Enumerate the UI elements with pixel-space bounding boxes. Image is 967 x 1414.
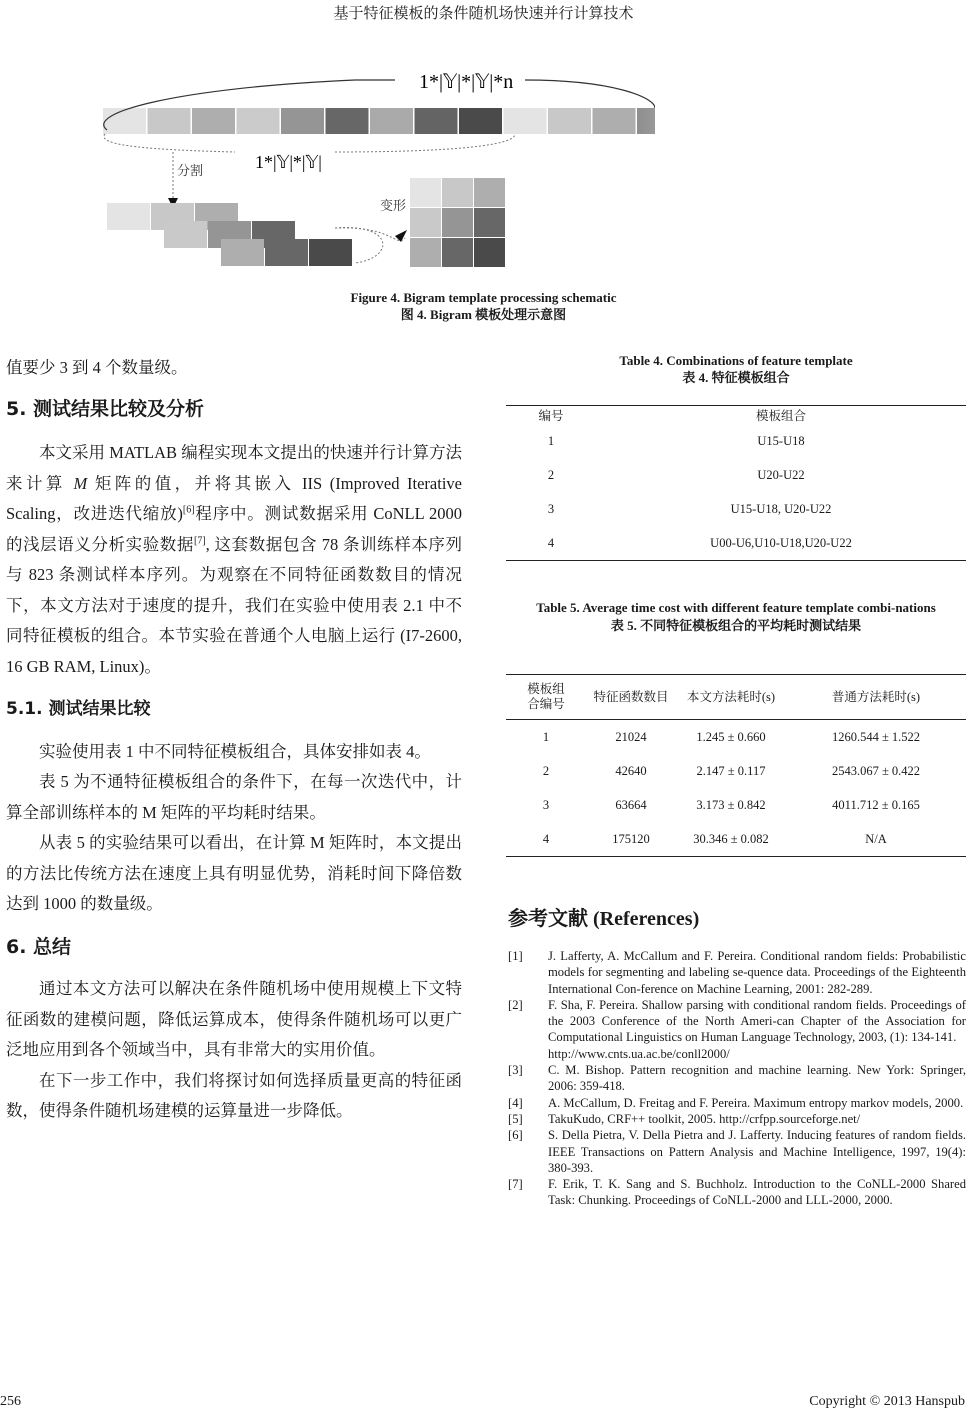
references-heading: 参考文献 (References) <box>508 906 700 930</box>
table-cell: 2543.067 ± 0.422 <box>831 763 921 778</box>
split-label: 分割 <box>177 164 204 179</box>
bottom-arc-right <box>335 134 515 152</box>
reference-number: [5] <box>508 1111 523 1126</box>
figure-caption-cn: 图 4. Bigram 模板处理示意图 <box>400 307 567 322</box>
grid-cell <box>474 178 505 207</box>
table-cell: 1260.544 ± 1.522 <box>831 729 921 744</box>
column-header: 模板组合 <box>755 409 806 423</box>
table-cell: 21024 <box>615 729 647 744</box>
grid-cell <box>442 178 473 207</box>
grid-cell <box>474 238 505 267</box>
table-row <box>506 492 966 526</box>
table-cell: 3 <box>542 797 550 812</box>
table-row <box>506 424 966 458</box>
table-cell: 3.173 ± 0.842 <box>696 797 766 812</box>
reference-item <box>508 1176 966 1209</box>
copyright: Copyright © 2013 Hanspub <box>809 1394 965 1409</box>
top-arc-right <box>525 80 655 108</box>
table-cell: U20-U22 <box>757 467 805 482</box>
reference-item <box>508 948 966 997</box>
table-cell: 42640 <box>615 763 647 778</box>
figure-4-schematic <box>95 58 655 278</box>
table-cell: 63664 <box>615 797 647 812</box>
table-cell: U15-U18 <box>757 433 805 448</box>
reference-number: [6] <box>508 1128 523 1143</box>
sequence-cell <box>504 108 547 134</box>
table-cell: 175120 <box>612 831 650 846</box>
reference-text: S. Della Pietra, V. Della Pietra and J. Lafferty. Inducing features of random fields. IEEE Transactions on Pattern Analysis and Machine Intelligence, 1997, 19(4): 380-393. <box>548 1128 966 1175</box>
table-cell: U15-U18, U20-U22 <box>730 501 832 516</box>
reference-item <box>508 1127 966 1176</box>
intro-line: 值要少 3 到 4 个数量级。 <box>6 358 188 377</box>
reference-item <box>508 997 966 1062</box>
figure-caption <box>0 289 967 323</box>
table-row <box>506 822 966 856</box>
table-cell: 2 <box>547 467 555 482</box>
table-cell: 4 <box>547 535 555 550</box>
table-row <box>506 788 966 822</box>
reference-item <box>508 1062 966 1095</box>
citation-6[interactable]: [6] <box>182 504 195 516</box>
reference-number: [4] <box>508 1095 523 1110</box>
column-header: 本文方法耗时(s) <box>686 689 776 704</box>
reference-number: [7] <box>508 1177 523 1192</box>
section-5-heading: 5. 测试结果比较及分析 <box>6 397 205 420</box>
table-5-caption-cn: 表 5. 不同特征模板组合的平均耗时测试结果 <box>610 618 862 633</box>
page-number: 256 <box>0 1394 21 1409</box>
transform-label: 变形 <box>380 199 407 214</box>
reference-text: A. McCallum, D. Freitag and F. Pereira. Maximum entropy markov models, 2000. <box>548 1095 964 1110</box>
table-4-caption <box>506 352 966 386</box>
reference-text: J. Lafferty, A. McCallum and F. Pereira. Conditional random fields: Probabilistic models for segmenting and labeling se-quence data. Proceedings of the Eighteenth International Con-ference on Machine Learning, 2001: 282-289. <box>548 949 966 996</box>
reference-text: C. M. Bishop. Pattern recognition and machine learning. New York: Springer, 2006: 359-418. <box>548 1063 966 1094</box>
reference-text: F. Erik, T. K. Sang and S. Buchholz. Introduction to the CoNLL-2000 Shared Task: Chunking. Proceedings of CoNLL-2000 and LLL-2000, 2000. <box>548 1177 966 1208</box>
column-header: 特征函数数目 <box>593 689 669 704</box>
table-5-caption <box>506 600 966 634</box>
section-5-1-heading: 5.1. 测试结果比较 <box>6 699 151 719</box>
split-block-cell <box>309 239 352 266</box>
sequence-cell <box>370 108 413 134</box>
grid-cell <box>410 238 441 267</box>
sequence-cell <box>415 108 458 134</box>
table-row <box>506 720 966 755</box>
sequence-cell <box>548 108 591 134</box>
table-header-row <box>506 406 966 424</box>
sequence-strip <box>103 108 655 134</box>
reference-number: [3] <box>508 1063 523 1078</box>
split-blocks <box>107 203 352 266</box>
column-header: 编号 <box>538 409 564 423</box>
table-4-caption-cn: 表 4. 特征模板组合 <box>682 370 790 385</box>
table-cell: 4 <box>542 831 550 846</box>
paragraph-6: 在下一步工作中，我们将探讨如何选择质量更高的特征函数，使得条件随机场建模的运算量进一步降低。 <box>6 1070 462 1120</box>
table-cell: 30.346 ± 0.082 <box>693 831 769 846</box>
sequence-cell <box>103 108 146 134</box>
left-column <box>6 353 462 1127</box>
split-block-cell <box>265 239 308 266</box>
table-row <box>506 526 966 560</box>
sequence-cell <box>459 108 502 134</box>
table-cell: 4011.712 ± 0.165 <box>832 797 920 812</box>
reference-item <box>508 1095 966 1111</box>
reference-text: TakuKudo, CRF++ toolkit, 2005. http://crfpp.sourceforge.net/ <box>548 1111 861 1126</box>
reference-link[interactable]: http://www.cnts.ua.ac.be/conll2000/ <box>548 1046 730 1061</box>
reference-item <box>508 1111 966 1127</box>
sequence-cell <box>237 108 280 134</box>
split-block-cell <box>221 239 264 266</box>
grid-cell <box>410 208 441 237</box>
top-label: 1*|𝕐|*|𝕐|*n <box>419 71 514 93</box>
split-block-cell <box>164 221 207 248</box>
table-header-row <box>506 675 966 720</box>
paragraph-2: 实验使用表 1 中不同特征模板组合，具体安排如表 4。 <box>39 741 431 761</box>
sequence-cell <box>148 108 191 134</box>
sequence-cell <box>326 108 369 134</box>
sequence-fade <box>637 108 655 134</box>
table-cell: 1.245 ± 0.660 <box>696 729 766 744</box>
table-cell: 1 <box>542 729 550 744</box>
table-5 <box>506 674 966 857</box>
table-4-caption-en: Table 4. Combinations of feature template <box>619 353 853 368</box>
table-cell: 1 <box>547 433 555 448</box>
bottom-arc-left <box>104 134 235 152</box>
paragraph-1: 本文采用 MATLAB 编程实现本文提出的快速并行计算方法来计算 M 矩阵的值，并将其嵌入 IIS (Improved Iterative Scaling，改进迭代缩放)[6]程序中。测试数据采用 CoNLL 2000 的浅层语义分析实验数据[7], 这套数据包含 78 条训练样本序列与 823 条测试样本序列。为观察在不同特征函数数目的情况下，本文方法对于速度的提升，我们在实验中使用表 2.1 中不同特征模板的组合。本节实验在普通个人电脑上运行 (I7-2600, 16 GB RAM, Linux)。 <box>6 443 463 676</box>
table-5-caption-en: Table 5. Average time cost with different feature template combi-nations <box>536 600 936 615</box>
grid-cell <box>442 208 473 237</box>
paragraph-5: 通过本文方法可以解决在条件随机场中使用规模上下文特征函数的建模问题，降低运算成本，使得条件随机场可以更广泛地应用到各个领域当中，具有非常大的实用价值。 <box>6 979 462 1059</box>
grid-cell <box>474 208 505 237</box>
table-4 <box>506 405 966 561</box>
table-cell: N/A <box>865 831 887 846</box>
column-header: 普通方法耗时(s) <box>831 689 921 704</box>
sequence-cell <box>281 108 324 134</box>
running-head: 基于特征模板的条件随机场快速并行计算技术 <box>333 6 634 22</box>
transform-arrow-head <box>395 230 407 242</box>
table-cell: 3 <box>547 501 555 516</box>
reference-list <box>508 948 966 1209</box>
table-cell: 2 <box>542 763 550 778</box>
reference-number: [2] <box>508 997 523 1012</box>
table-row <box>506 458 966 492</box>
figure-caption-en: Figure 4. Bigram template processing schematic <box>350 290 617 305</box>
table-cell: U00-U6,U10-U18,U20-U22 <box>710 535 852 550</box>
bottom-label: 1*|𝕐|*|𝕐| <box>255 152 322 172</box>
transformed-grid <box>410 178 505 267</box>
column-header: 模板组合编号 <box>527 682 565 711</box>
split-block-cell <box>107 203 150 230</box>
grid-cell <box>410 178 441 207</box>
table-row <box>506 754 966 788</box>
reference-number: [1] <box>508 949 523 963</box>
section-6-heading: 6. 总结 <box>6 935 72 958</box>
table-cell: 2.147 ± 0.117 <box>696 763 766 778</box>
paragraph-4: 从表 5 的实验结果可以看出，在计算 M 矩阵时，本文提出的方法比传统方法在速度上具有明显优势，消耗时间下降倍数达到 1000 的数量级。 <box>6 833 462 913</box>
reference-text: F. Sha, F. Pereira. Shallow parsing with conditional random fields. Proceedings of the 2003 Conference of the North Ameri-can Chapter of the Association for Computational Linguistics on Human Language Technology, 2003, (1): 134-141. <box>548 997 966 1045</box>
sequence-cell <box>593 108 636 134</box>
paragraph-3: 表 5 为不通特征模板组合的条件下，在每一次迭代中，计算全部训练样本的 M 矩阵的平均耗时结果。 <box>6 772 462 822</box>
citation-7[interactable]: [7] <box>194 535 206 546</box>
grid-cell <box>442 238 473 267</box>
sequence-cell <box>192 108 235 134</box>
